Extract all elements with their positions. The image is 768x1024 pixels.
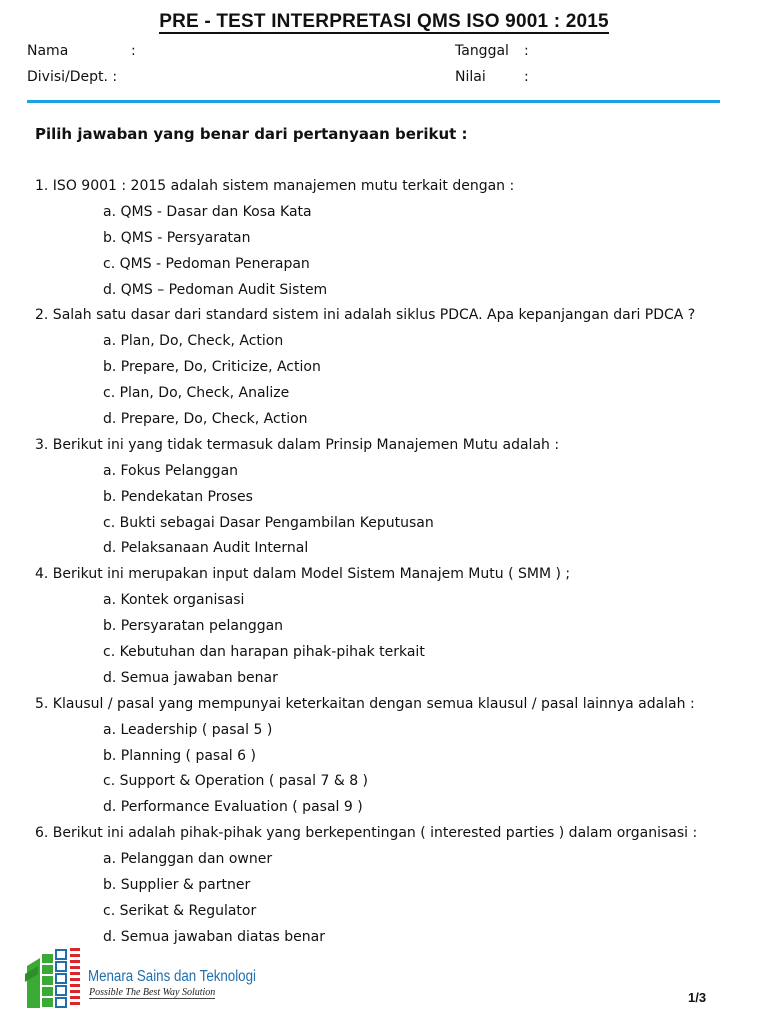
question-5-option-b: b. Planning ( pasal 6 ) — [103, 747, 256, 764]
question-6: 6. Berikut ini adalah pihak-pihak yang berkepentingan ( interested parties ) dalam organisasi : — [35, 825, 698, 842]
question-4: 4. Berikut ini merupakan input dalam Model Sistem Manajem Mutu ( SMM ) ; — [35, 566, 571, 583]
question-4-option-a: a. Kontek organisasi — [103, 592, 245, 609]
question-6-option-b: b. Supplier & partner — [103, 877, 251, 894]
question-2-option-b: b. Prepare, Do, Criticize, Action — [103, 359, 321, 376]
question-3-option-a: a. Fokus Pelanggan — [103, 462, 239, 479]
question-3: 3. Berikut ini yang tidak termasuk dalam Prinsip Manajemen Mutu adalah : — [35, 436, 560, 453]
page-number: 1/3 — [688, 990, 707, 1005]
question-2-option-c: c. Plan, Do, Check, Analize — [103, 385, 290, 402]
question-1-option-c: c. QMS - Pedoman Penerapan — [103, 255, 310, 272]
question-1-option-a: a. QMS - Dasar dan Kosa Kata — [103, 203, 312, 220]
page-title — [0, 11, 768, 33]
divisi-label: Divisi/Dept. : — [27, 69, 118, 85]
question-2-option-a: a. Plan, Do, Check, Action — [103, 333, 284, 350]
question-1-option-b: b. QMS - Persyaratan — [103, 229, 251, 246]
question-1: 1. ISO 9001 : 2015 adalah sistem manajemen mutu terkait dengan : — [35, 178, 515, 194]
question-4-option-b: b. Persyaratan pelanggan — [103, 618, 284, 635]
tanggal-label: Tanggal — [455, 43, 509, 59]
question-3-option-d: d. Pelaksanaan Audit Internal — [103, 540, 309, 557]
question-5-option-a: a. Leadership ( pasal 5 ) — [103, 721, 273, 738]
tower-logo-icon — [25, 944, 85, 1008]
question-6-option-d: d. Semua jawaban diatas benar — [103, 928, 325, 945]
question-4-option-d: d. Semua jawaban benar — [103, 669, 278, 686]
nama-colon: : — [131, 43, 136, 59]
question-5-option-c: c. Support & Operation ( pasal 7 & 8 ) — [103, 773, 369, 790]
logo-company-name: Menara Sains dan Teknologi — [88, 968, 256, 985]
question-3-option-b: b. Pendekatan Proses — [103, 488, 253, 505]
question-4-option-c: c. Kebutuhan dan harapan pihak-pihak terkait — [103, 644, 425, 661]
question-5-option-d: d. Performance Evaluation ( pasal 9 ) — [103, 799, 363, 816]
nama-label: Nama — [27, 43, 69, 59]
question-2: 2. Salah satu dasar dari standard sistem ini adalah siklus PDCA. Apa kepanjangan dari PDCA ? — [35, 307, 696, 324]
question-6-option-a: a. Pelanggan dan owner — [103, 851, 273, 868]
instruction-text: Pilih jawaban yang benar dari pertanyaan berikut : — [35, 125, 468, 143]
nilai-label: Nilai — [455, 69, 486, 85]
logo-tagline: Possible The Best Way Solution — [89, 987, 216, 998]
header-divider — [27, 100, 720, 103]
question-1-option-d: d. QMS – Pedoman Audit Sistem — [103, 281, 328, 298]
question-2-option-d: d. Prepare, Do, Check, Action — [103, 411, 308, 428]
company-logo — [25, 944, 265, 1008]
question-6-option-c: c. Serikat & Regulator — [103, 902, 257, 919]
page-title-text: PRE - TEST INTERPRETASI QMS ISO 9001 : 2015 — [159, 11, 609, 32]
tanggal-colon: : — [524, 43, 529, 59]
question-list — [35, 176, 735, 953]
question-3-option-c: c. Bukti sebagai Dasar Pengambilan Keputusan — [103, 514, 434, 531]
question-5: 5. Klausul / pasal yang mempunyai keterkaitan dengan semua klausul / pasal lainnya adalah : — [35, 695, 695, 712]
nilai-colon: : — [524, 69, 529, 85]
